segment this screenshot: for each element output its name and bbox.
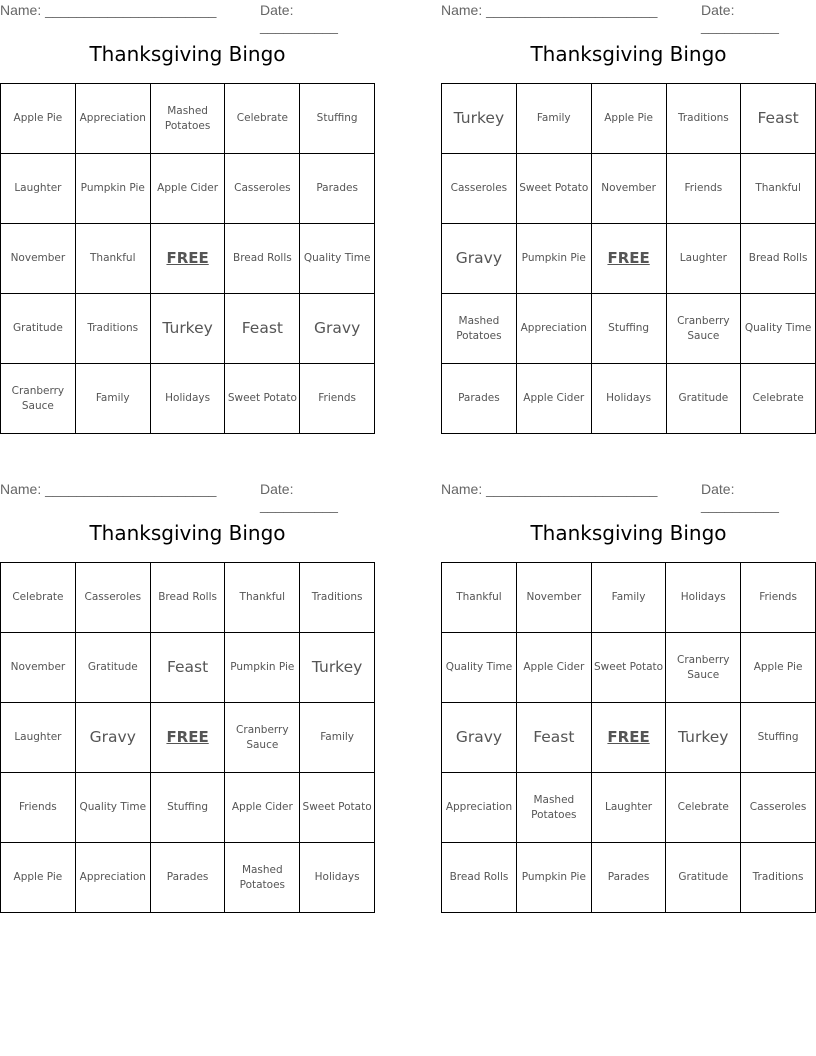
grid-row [442, 773, 816, 843]
bingo-cell: Sweet Potato [591, 633, 666, 703]
bingo-cell: Gravy [75, 703, 150, 773]
bingo-cell: Parades [150, 843, 225, 913]
name-field-label: Name: ______________________ [441, 481, 658, 497]
grid-row [442, 224, 816, 294]
free-space: FREE [150, 224, 225, 294]
bingo-cell: Turkey [300, 633, 375, 703]
name-field-label: Name: ______________________ [0, 2, 217, 18]
bingo-cell: Mashed Potatoes [516, 773, 591, 843]
bingo-cell: November [591, 154, 666, 224]
bingo-cell: Gratitude [75, 633, 150, 703]
bingo-cell: Stuffing [300, 84, 375, 154]
bingo-cell: Stuffing [591, 294, 666, 364]
bingo-cell: Apple Pie [741, 633, 816, 703]
bingo-cell: Quality Time [75, 773, 150, 843]
card-title: Thanksgiving Bingo [530, 521, 727, 545]
bingo-cell: Sweet Potato [516, 154, 591, 224]
date-field-label: Date: __________ [260, 2, 338, 34]
bingo-cell: Apple Cider [150, 154, 225, 224]
bingo-cell: Celebrate [225, 84, 300, 154]
bingo-cell: Bread Rolls [741, 224, 816, 294]
bingo-cell: Apple Cider [516, 633, 591, 703]
bingo-cell: Mashed Potatoes [442, 294, 517, 364]
bingo-cell: Bread Rolls [442, 843, 517, 913]
grid-row [1, 224, 375, 294]
bingo-cell: Appreciation [75, 84, 150, 154]
grid-row [1, 703, 375, 773]
bingo-cell: Parades [300, 154, 375, 224]
name-field-label: Name: ______________________ [0, 481, 217, 497]
bingo-cell: Friends [300, 364, 375, 434]
name-field-label: Name: ______________________ [441, 2, 658, 18]
grid-row [1, 843, 375, 913]
name-date-row [0, 481, 375, 513]
bingo-cell: Thankful [75, 224, 150, 294]
bingo-cell: Pumpkin Pie [516, 843, 591, 913]
bingo-cell: Apple Pie [591, 84, 666, 154]
bingo-cell: Feast [741, 84, 816, 154]
bingo-cell: Turkey [150, 294, 225, 364]
bingo-cell: Apple Pie [1, 84, 76, 154]
free-space: FREE [591, 703, 666, 773]
grid-row [1, 773, 375, 843]
bingo-cell: Apple Cider [225, 773, 300, 843]
bingo-cell: Turkey [666, 703, 741, 773]
grid-row [442, 563, 816, 633]
bingo-cell: Gravy [300, 294, 375, 364]
bingo-grid [441, 562, 816, 913]
bingo-cell: Family [75, 364, 150, 434]
bingo-cell: Mashed Potatoes [225, 843, 300, 913]
bingo-grid [0, 83, 375, 434]
bingo-cell: Gratitude [666, 364, 741, 434]
bingo-cell: Traditions [300, 563, 375, 633]
bingo-cell: Pumpkin Pie [75, 154, 150, 224]
bingo-cell: Feast [150, 633, 225, 703]
bingo-cell: Bread Rolls [225, 224, 300, 294]
bingo-cell: Laughter [1, 703, 76, 773]
bingo-cell: Holidays [666, 563, 741, 633]
bingo-cell: Parades [442, 364, 517, 434]
bingo-cell: Family [591, 563, 666, 633]
bingo-cell: Cranberry Sauce [666, 294, 741, 364]
bingo-cell: November [1, 224, 76, 294]
bingo-cell: Pumpkin Pie [225, 633, 300, 703]
grid-row [1, 633, 375, 703]
bingo-cell: Laughter [1, 154, 76, 224]
grid-row [442, 154, 816, 224]
bingo-cell: Bread Rolls [150, 563, 225, 633]
bingo-cell: Quality Time [741, 294, 816, 364]
bingo-cell: Stuffing [150, 773, 225, 843]
date-field-label: Date: __________ [701, 2, 779, 34]
bingo-cell: Holidays [150, 364, 225, 434]
bingo-cell: Friends [666, 154, 741, 224]
grid-row [442, 843, 816, 913]
bingo-cell: Gravy [442, 224, 517, 294]
bingo-cell: Holidays [591, 364, 666, 434]
bingo-cell: Celebrate [666, 773, 741, 843]
card-title: Thanksgiving Bingo [89, 42, 286, 66]
bingo-cell: Traditions [666, 84, 741, 154]
bingo-cell: Friends [741, 563, 816, 633]
grid-row [442, 84, 816, 154]
bingo-cell: Family [516, 84, 591, 154]
grid-row [442, 364, 816, 434]
bingo-cell: Family [300, 703, 375, 773]
grid-row [442, 633, 816, 703]
bingo-cell: Casseroles [442, 154, 517, 224]
bingo-cell: Appreciation [442, 773, 517, 843]
bingo-cell: Parades [591, 843, 666, 913]
bingo-cell: Quality Time [442, 633, 517, 703]
bingo-cell: Appreciation [75, 843, 150, 913]
card-title: Thanksgiving Bingo [530, 42, 727, 66]
bingo-cell: Sweet Potato [225, 364, 300, 434]
grid-row [1, 154, 375, 224]
bingo-cell: Traditions [741, 843, 816, 913]
bingo-cell: Traditions [75, 294, 150, 364]
bingo-cell: November [516, 563, 591, 633]
bingo-cell: Casseroles [75, 563, 150, 633]
bingo-cell: Laughter [591, 773, 666, 843]
grid-row [442, 703, 816, 773]
bingo-cell: Feast [516, 703, 591, 773]
bingo-cell: Sweet Potato [300, 773, 375, 843]
bingo-cell: Apple Pie [1, 843, 76, 913]
grid-row [1, 294, 375, 364]
date-field-label: Date: __________ [701, 481, 779, 513]
bingo-cell: Feast [225, 294, 300, 364]
bingo-cell: Holidays [300, 843, 375, 913]
bingo-cell: Laughter [666, 224, 741, 294]
bingo-cell: Celebrate [741, 364, 816, 434]
bingo-cell: Gratitude [1, 294, 76, 364]
bingo-cell: Appreciation [516, 294, 591, 364]
bingo-cell: Casseroles [741, 773, 816, 843]
bingo-cell: Thankful [741, 154, 816, 224]
bingo-cell: Quality Time [300, 224, 375, 294]
bingo-cell: Thankful [225, 563, 300, 633]
date-field-label: Date: __________ [260, 481, 338, 513]
free-space: FREE [150, 703, 225, 773]
bingo-cell: Mashed Potatoes [150, 84, 225, 154]
name-date-row [0, 2, 375, 34]
bingo-cell: Gravy [442, 703, 517, 773]
grid-row [1, 364, 375, 434]
card-title: Thanksgiving Bingo [89, 521, 286, 545]
bingo-cell: Friends [1, 773, 76, 843]
name-date-row [441, 481, 816, 513]
grid-row [1, 563, 375, 633]
bingo-cell: Turkey [442, 84, 517, 154]
bingo-grid [0, 562, 375, 913]
grid-row [442, 294, 816, 364]
bingo-cell: Cranberry Sauce [1, 364, 76, 434]
name-date-row [441, 2, 816, 34]
bingo-cell: Gratitude [666, 843, 741, 913]
bingo-cell: Cranberry Sauce [225, 703, 300, 773]
free-space: FREE [591, 224, 666, 294]
bingo-cell: Celebrate [1, 563, 76, 633]
bingo-cell: November [1, 633, 76, 703]
bingo-cell: Apple Cider [516, 364, 591, 434]
bingo-cell: Casseroles [225, 154, 300, 224]
bingo-cell: Pumpkin Pie [516, 224, 591, 294]
bingo-grid [441, 83, 816, 434]
bingo-cell: Stuffing [741, 703, 816, 773]
grid-row [1, 84, 375, 154]
bingo-cell: Cranberry Sauce [666, 633, 741, 703]
bingo-cell: Thankful [442, 563, 517, 633]
